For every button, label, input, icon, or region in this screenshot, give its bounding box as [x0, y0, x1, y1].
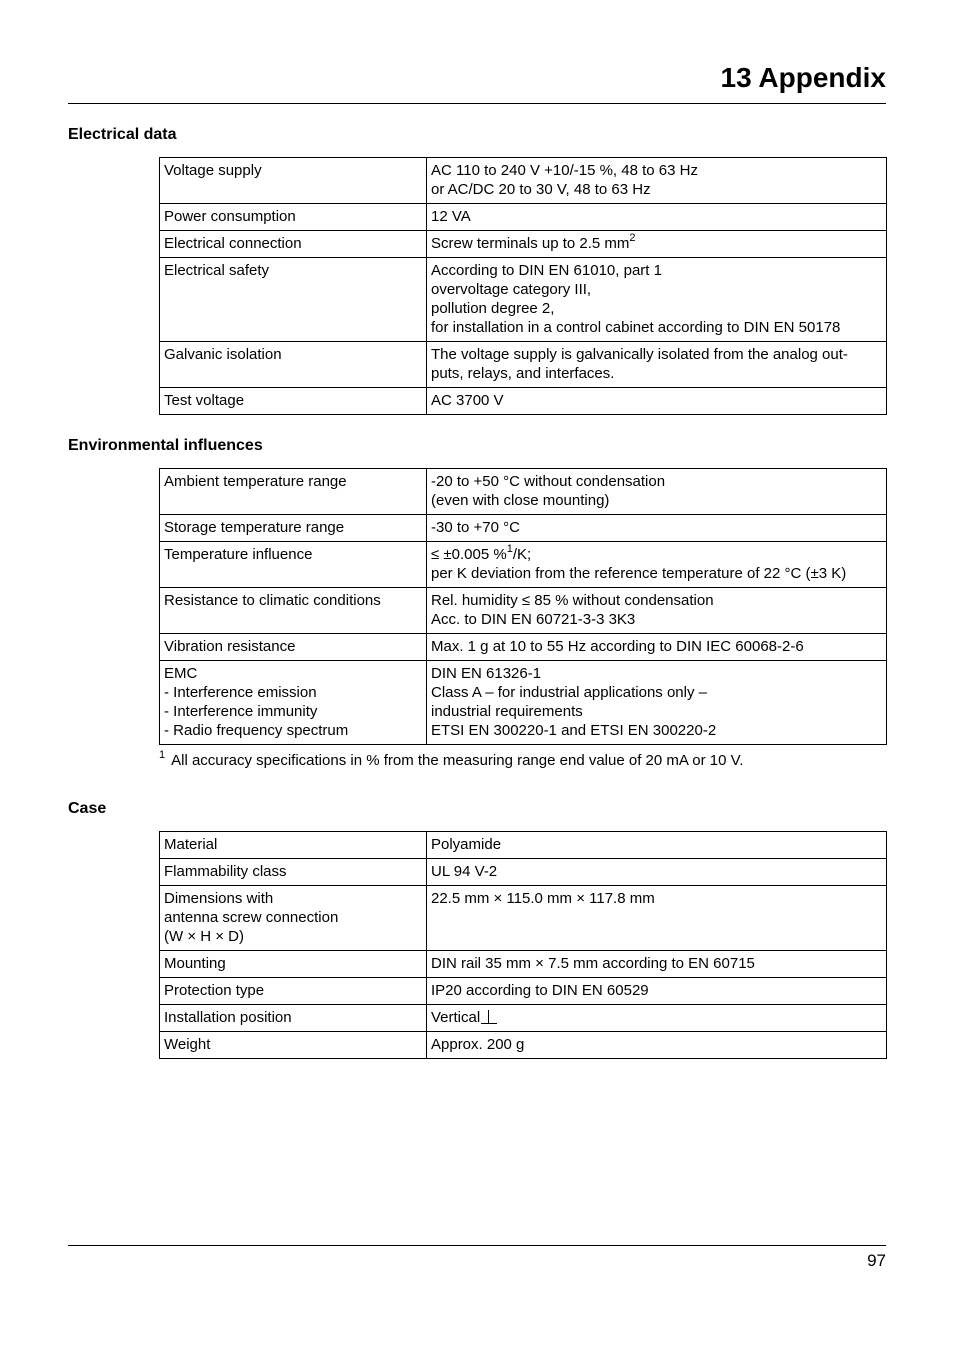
row-value: 22.5 mm × 115.0 mm × 117.8 mm — [427, 886, 887, 951]
row-label: EMC - Interference emission - Interference immunity - Radio frequency spectrum — [160, 661, 427, 745]
row-label: Weight — [160, 1032, 427, 1059]
row-value: Max. 1 g at 10 to 55 Hz according to DIN IEC 60068-2-6 — [427, 634, 887, 661]
row-label: Temperature influence — [160, 542, 427, 588]
row-label: Ambient temperature range — [160, 469, 427, 515]
row-label: Installation position — [160, 1005, 427, 1032]
table-row — [160, 951, 887, 978]
superscript: 2 — [629, 232, 636, 244]
row-value: IP20 according to DIN EN 60529 — [427, 978, 887, 1005]
row-label: Test voltage — [160, 388, 427, 415]
page-title: 13 Appendix — [720, 62, 886, 93]
row-value: Approx. 200 g — [427, 1032, 887, 1059]
row-value: AC 3700 V — [427, 388, 887, 415]
footnote — [159, 749, 744, 769]
section-heading-environmental: Environmental influences — [68, 437, 263, 454]
footer-rule — [68, 1245, 886, 1246]
table-row — [160, 588, 887, 634]
row-label: Voltage supply — [160, 158, 427, 204]
row-value: Screw terminals up to 2.5 $mm^2$ — [427, 231, 887, 258]
page-number: 97 — [867, 1251, 886, 1270]
row-value: Vertical — [427, 1005, 887, 1032]
table-row — [160, 832, 887, 859]
footnote-reference: 1 — [506, 543, 513, 555]
row-label: Galvanic isolation — [160, 342, 427, 388]
row-label: Flammability class — [160, 859, 427, 886]
electrical-data-table — [159, 157, 887, 415]
table-row — [160, 634, 887, 661]
row-label: Material — [160, 832, 427, 859]
row-label: Protection type — [160, 978, 427, 1005]
table-row — [160, 258, 887, 342]
table-row — [160, 342, 887, 388]
environmental-table — [159, 468, 887, 745]
row-value: Polyamide — [427, 832, 887, 859]
row-label: Electrical safety — [160, 258, 427, 342]
row-value: -30 to +70 °C — [427, 515, 887, 542]
row-label: Electrical connection — [160, 231, 427, 258]
table-row — [160, 978, 887, 1005]
row-label: Storage temperature range — [160, 515, 427, 542]
row-value: 12 VA — [427, 204, 887, 231]
table-row — [160, 515, 887, 542]
footnote-text: All accuracy specifications in % from the measuring range end value of 20 mA or 10 V. — [171, 752, 744, 769]
vertical-position-icon — [481, 1010, 497, 1024]
case-table — [159, 831, 887, 1059]
table-row — [160, 204, 887, 231]
table-row — [160, 231, 887, 258]
row-label: Vibration resistance — [160, 634, 427, 661]
table-row — [160, 469, 887, 515]
row-value: ≤ ±0.005 %$^1$/K; per K deviation from the reference temperature of 22 °C (±3 K) — [427, 542, 887, 588]
row-label: Mounting — [160, 951, 427, 978]
footnote-mark: 1 — [159, 749, 166, 761]
table-row — [160, 886, 887, 951]
row-value: DIN rail 35 mm × 7.5 mm according to EN 60715 — [427, 951, 887, 978]
table-row — [160, 661, 887, 745]
row-label: Dimensions with antenna screw connection (W × H × D) — [160, 886, 427, 951]
row-label: Resistance to climatic conditions — [160, 588, 427, 634]
table-row — [160, 158, 887, 204]
row-value: The voltage supply is galvanically isolated from the analog out- puts, relays, and interfaces. — [427, 342, 887, 388]
table-row — [160, 859, 887, 886]
row-value: UL 94 V-2 — [427, 859, 887, 886]
section-heading-case: Case — [68, 800, 107, 817]
row-label: Power consumption — [160, 204, 427, 231]
row-value: DIN EN 61326-1 Class A – for industrial applications only – industrial requirements ETSI EN 300220-1 and ETSI EN 300220-2 — [427, 661, 887, 745]
table-row — [160, 542, 887, 588]
row-value: -20 to +50 °C without condensation (even with close mounting) — [427, 469, 887, 515]
table-row — [160, 1005, 887, 1032]
table-row — [160, 388, 887, 415]
row-value: AC 110 to 240 V +10/-15 %, 48 to 63 Hz or AC/DC 20 to 30 V, 48 to 63 Hz — [427, 158, 887, 204]
section-heading-electrical: Electrical data — [68, 126, 177, 143]
row-value: According to DIN EN 61010, part 1 overvoltage category III, pollution degree 2, for installation in a control cabinet according to DIN EN 50178 — [427, 258, 887, 342]
table-row — [160, 1032, 887, 1059]
row-value: Rel. humidity ≤ 85 % without condensation Acc. to DIN EN 60721-3-3 3K3 — [427, 588, 887, 634]
header-rule — [68, 103, 886, 104]
